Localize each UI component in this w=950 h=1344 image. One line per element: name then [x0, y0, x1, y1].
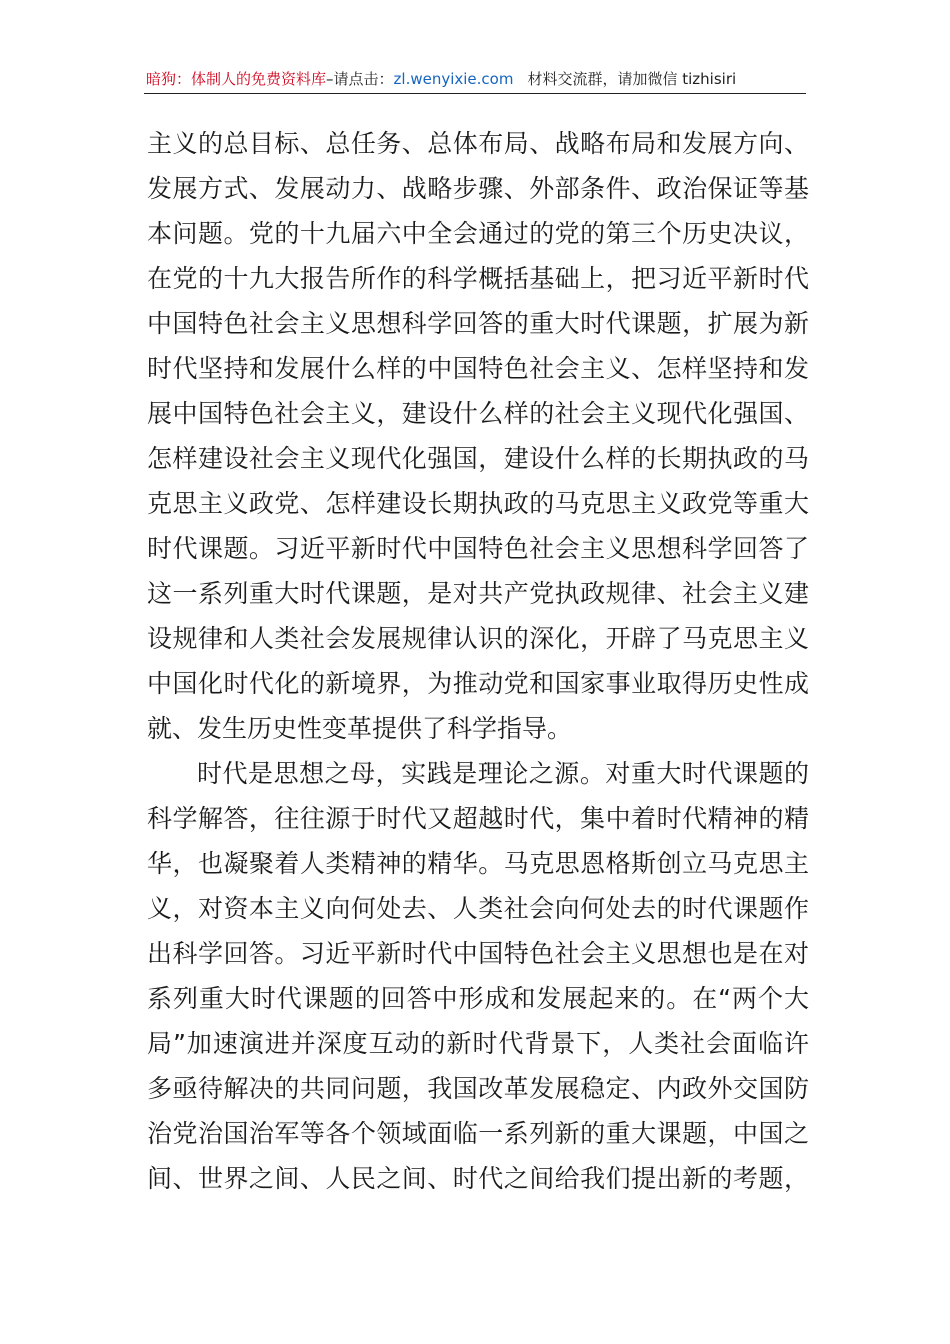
- text-line: 时代坚持和发展什么样的中国特色社会主义、怎样坚持和发: [147, 354, 809, 383]
- text-line: 主义的总目标、总任务、总体布局、战略布局和发展方向、: [147, 129, 809, 158]
- text-line: 义，对资本主义向何处去、人类社会向何处去的时代课题作: [147, 894, 809, 923]
- text-line: 间、世界之间、人民之间、时代之间给我们提出新的考题，: [147, 1164, 809, 1193]
- header-brand: 暗狗：体制人的免费资料库: [146, 70, 327, 88]
- text-line: 克思主义政党、怎样建设长期执政的马克思主义政党等重大: [147, 489, 809, 518]
- header-wechat-note: 材料交流群，请加微信 tizhisiri: [527, 70, 737, 88]
- text-line: 系列重大时代课题的回答中形成和发展起来的。在“两个大: [147, 984, 809, 1013]
- paragraph-1: [147, 121, 809, 751]
- header-link-prefix: –请点击：: [326, 70, 394, 88]
- text-line: 设规律和人类社会发展规律认识的深化，开辟了马克思主义: [147, 624, 809, 653]
- text-line: 时代是思想之母，实践是理论之源。对重大时代课题的: [197, 759, 809, 788]
- text-line: 时代课题。习近平新时代中国特色社会主义思想科学回答了: [147, 534, 809, 563]
- text-line: 在党的十九大报告所作的科学概括基础上，把习近平新时代: [147, 264, 809, 293]
- text-line: 中国化时代化的新境界，为推动党和国家事业取得历史性成: [147, 669, 809, 698]
- text-line: 就、发生历史性变革提供了科学指导。: [147, 714, 573, 743]
- text-line: 本问题。党的十九届六中全会通过的党的第三个历史决议，: [147, 219, 809, 248]
- document-body: [147, 121, 809, 1201]
- text-line: 展中国特色社会主义，建设什么样的社会主义现代化强国、: [147, 399, 809, 428]
- text-line: 多亟待解决的共同问题，我国改革发展稳定、内政外交国防: [147, 1074, 809, 1103]
- header-url-link[interactable]: zl.wenyixie.com: [393, 70, 514, 88]
- text-line: 科学解答，往往源于时代又超越时代，集中着时代精神的精: [147, 804, 809, 833]
- text-line: 华，也凝聚着人类精神的精华。马克思恩格斯创立马克思主: [147, 849, 809, 878]
- text-line: 治党治国治军等各个领域面临一系列新的重大课题，中国之: [147, 1119, 809, 1148]
- page-header: [146, 66, 806, 92]
- text-line: 怎样建设社会主义现代化强国，建设什么样的长期执政的马: [147, 444, 809, 473]
- text-line: 发展方式、发展动力、战略步骤、外部条件、政治保证等基: [147, 174, 809, 203]
- header-divider: [144, 93, 806, 94]
- text-line: 这一系列重大时代课题，是对共产党执政规律、社会主义建: [147, 579, 809, 608]
- paragraph-2: [147, 751, 809, 1201]
- text-line: 出科学回答。习近平新时代中国特色社会主义思想也是在对: [147, 939, 809, 968]
- text-line: 局”加速演进并深度互动的新时代背景下，人类社会面临许: [147, 1029, 809, 1058]
- text-line: 中国特色社会主义思想科学回答的重大时代课题，扩展为新: [147, 309, 809, 338]
